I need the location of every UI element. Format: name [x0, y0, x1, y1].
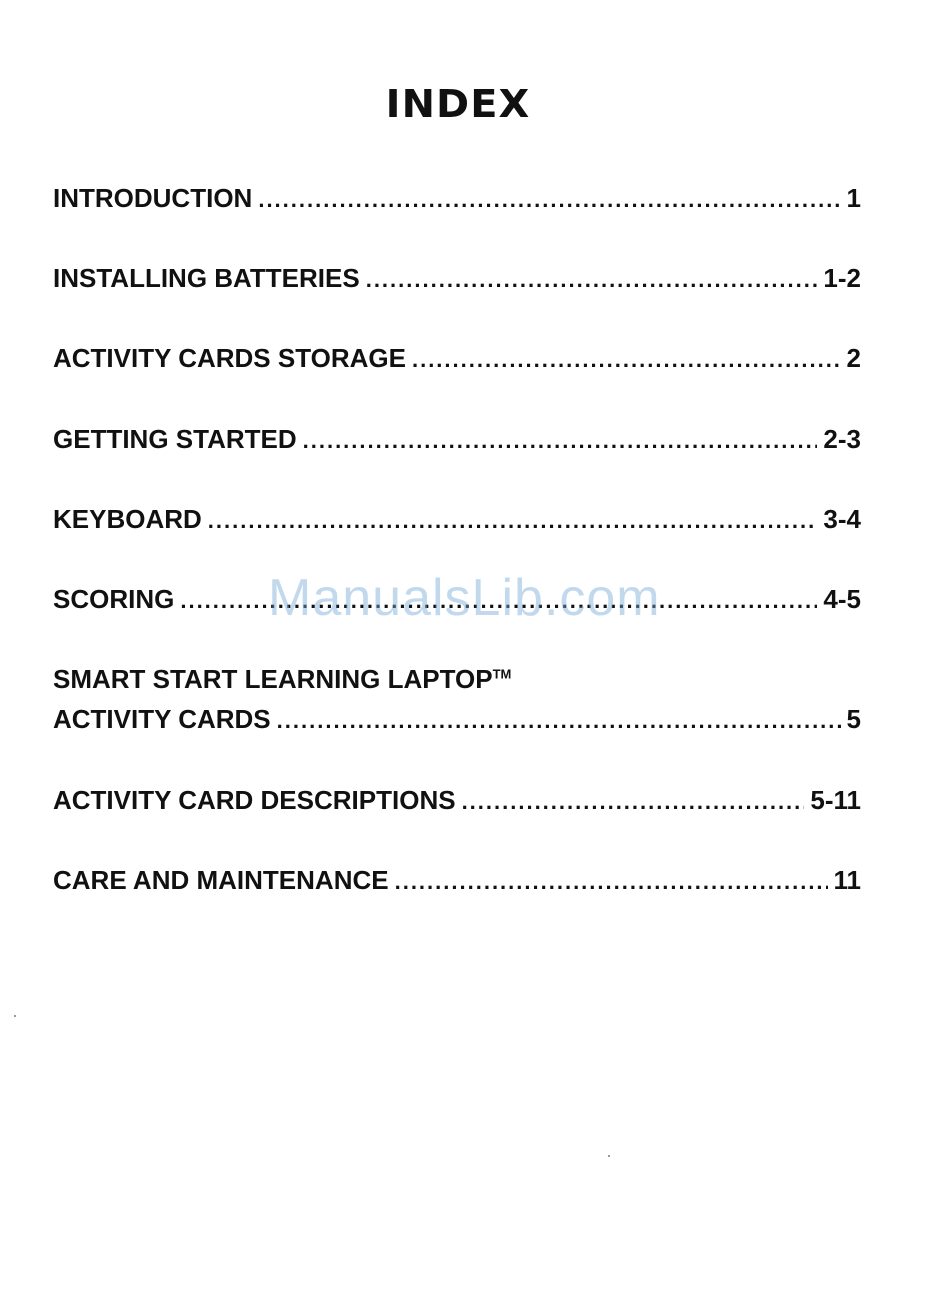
entry-page: 2: [846, 343, 861, 373]
entry-label: INSTALLING BATTERIES: [53, 263, 360, 293]
trademark-mark: TM: [492, 666, 512, 682]
dot-leader: [395, 866, 828, 898]
entry-label: INTRODUCTION: [53, 183, 253, 213]
entry-label-line1: SMART START LEARNING LAPTOP: [53, 664, 493, 694]
index-entry-smart-start-activity-cards: [53, 663, 861, 737]
index-entry-installing-batteries: [53, 262, 861, 296]
entry-label: ACTIVITY CARD DESCRIPTIONS: [53, 785, 456, 815]
entry-label: CARE AND MAINTENANCE: [53, 865, 389, 895]
dot-leader: [303, 425, 818, 457]
entry-label: ACTIVITY CARDS STORAGE: [53, 343, 406, 373]
page-title: INDEX: [385, 82, 531, 126]
entry-page: 4-5: [823, 584, 861, 614]
entry-label: ACTIVITY CARDS: [53, 704, 271, 734]
entry-page: 3-4: [823, 504, 861, 534]
entry-label: SCORING: [53, 584, 175, 614]
index-entry-getting-started: [53, 423, 861, 457]
dot-leader: [366, 264, 818, 296]
entry-page: 2-3: [823, 424, 861, 454]
index-entry-care-and-maintenance: [53, 864, 861, 898]
entry-label: KEYBOARD: [53, 504, 202, 534]
entry-page: 5-11: [810, 785, 861, 815]
index-entry-activity-cards-storage: [53, 342, 861, 376]
index-entry-activity-card-descriptions: [53, 784, 861, 818]
dot-leader: [208, 505, 818, 537]
entry-page: 5: [846, 704, 861, 734]
entry-page: 1-2: [823, 263, 861, 293]
scan-speck: [14, 1015, 16, 1017]
dot-leader: [277, 705, 841, 737]
dot-leader: [258, 184, 840, 216]
entry-page: 1: [846, 183, 861, 213]
dot-leader: [412, 344, 841, 376]
dot-leader: [180, 585, 817, 617]
watermark: ManualsLib.com: [268, 569, 661, 627]
entry-label: GETTING STARTED: [53, 424, 297, 454]
index-entry-keyboard: [53, 503, 861, 537]
index-entry-introduction: [53, 182, 861, 216]
index-entry-scoring: [53, 583, 861, 617]
dot-leader: [462, 786, 805, 818]
scan-speck: [608, 1155, 610, 1157]
entry-page: 11: [833, 865, 861, 895]
